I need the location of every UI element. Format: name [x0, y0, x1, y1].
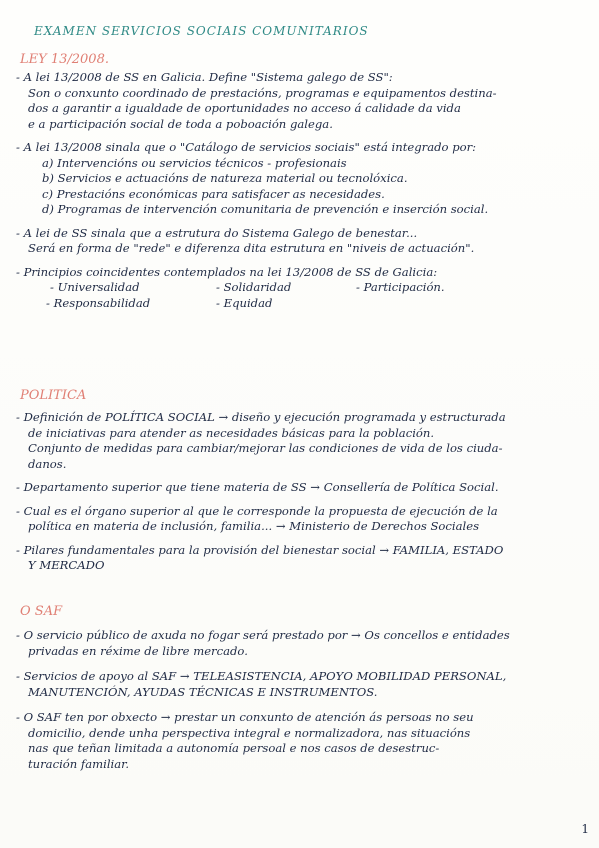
principio-item: - Universalidad [50, 280, 140, 294]
saf-notes [16, 628, 588, 772]
note-line: danos. [28, 456, 67, 471]
note-line: nas que teñan limitada a autonomía persoal e nos casos de desestruc- [28, 741, 440, 755]
section-heading-saf: O SAF [20, 604, 63, 619]
note-line: - Pilares fundamentales para la provisión del bienestar social → FAMILIA, ESTADO [16, 542, 504, 557]
principio-item: - Participación. [356, 280, 445, 294]
note-line: dos a garantir a igualdade de oportunidades no acceso á calidade da vida [28, 101, 461, 115]
principio-item: - Responsabilidad [46, 295, 151, 310]
note-line: e a participación social de toda a poboación galega. [28, 116, 333, 131]
principios-row [16, 280, 588, 296]
note-line: - Departamento superior que tiene materia de SS → Consellería de Política Social. [16, 480, 499, 494]
note-line: b) Servicios e actuacións de natureza material ou tecnolóxica. [42, 171, 408, 185]
note-line: turación familiar. [28, 756, 130, 771]
page-title: EXAMEN SERVICIOS SOCIAIS COMUNITARIOS [34, 24, 369, 38]
note-line: - A lei 13/2008 sinala que o "Catálogo de servicios sociais" está integrado por: [16, 140, 477, 154]
ley-notes [16, 70, 588, 311]
politica-notes [16, 410, 588, 574]
note-line: - Principios coincidentes contemplados na lei 13/2008 de SS de Galicia: [16, 264, 438, 279]
note-line: domicilio, dende unha perspectiva integral e normalizadora, nas situacións [28, 725, 471, 740]
note-line: - A lei 13/2008 de SS en Galicia. Define "Sistema galego de SS": [16, 70, 393, 84]
note-line: Conjunto de medidas para cambiar/mejorar las condiciones de vida de los ciuda- [28, 441, 503, 455]
note-line: Son o conxunto coordinado de prestacións, programas e equipamentos destina- [28, 85, 497, 100]
note-line: - O SAF ten por obxecto → prestar un conxunto de atención ás persoas no seu [16, 710, 474, 724]
principio-item: - Equidad [216, 295, 273, 310]
section-heading-ley: LEY 13/2008. [20, 52, 109, 67]
note-line: - O servicio público de axuda no fogar será prestado por → Os concellos e entidades [16, 628, 510, 642]
section-heading-politica: POLITICA [20, 388, 87, 403]
note-line: - Servicios de apoyo al SAF → TELEASISTENCIA, APOYO MOBILIDAD PERSONAL, [16, 669, 507, 683]
note-line: de iniciativas para atender as necesidades básicas para la población. [28, 425, 435, 440]
note-line: MANUTENCIÓN, AYUDAS TÉCNICAS E INSTRUMENTOS. [28, 684, 378, 699]
principios-row [16, 296, 588, 312]
page-number: 1 [581, 822, 589, 836]
note-line: política en materia de inclusión, familia... → Ministerio de Derechos Sociales [28, 519, 480, 533]
note-line: a) Intervencións ou servicios técnicos - profesionais [42, 155, 347, 170]
note-line: privadas en réxime de libre mercado. [28, 643, 248, 658]
note-line: Será en forma de "rede" e diferenza dita estrutura en "niveis de actuación". [28, 241, 475, 255]
note-line: d) Programas de intervención comunitaria de prevención e inserción social. [42, 202, 489, 216]
note-line: - Cual es el órgano superior al que le corresponde la propuesta de ejecución de la [16, 503, 498, 518]
principio-item: - Solidaridad [216, 280, 292, 294]
note-line: - A lei de SS sinala que a estrutura do Sistema Galego de benestar... [16, 225, 418, 240]
note-line: - Definición de POLÍTICA SOCIAL → diseño y ejecución programada y estructurada [16, 410, 506, 424]
note-line: c) Prestacións económicas para satisfacer as necesidades. [42, 186, 385, 201]
note-line: Y MERCADO [28, 558, 105, 572]
